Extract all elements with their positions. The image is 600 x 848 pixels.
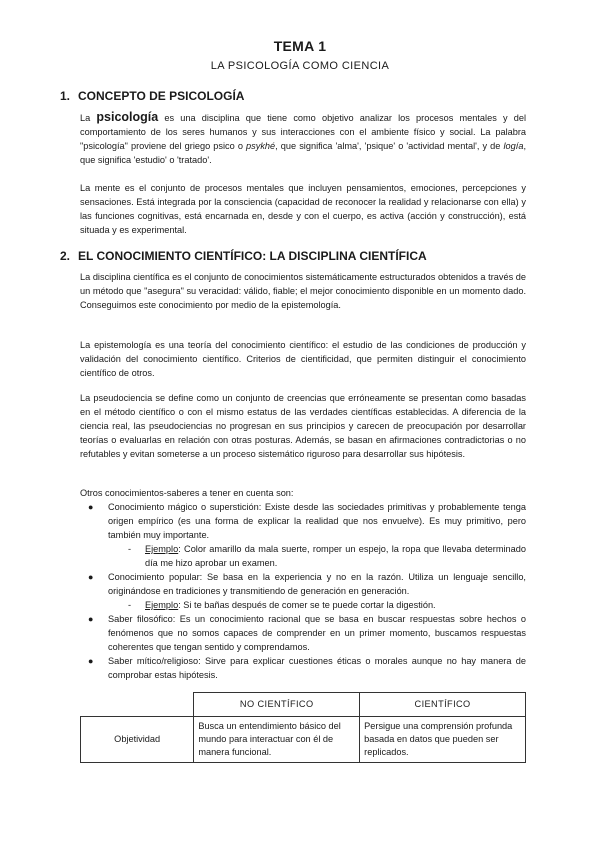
text-run: La [80, 113, 97, 123]
section-2-list-intro: Otros conocimientos-saberes a tener en cuenta son: [80, 488, 294, 498]
list-item-text: Conocimiento mágico o superstición: Existe desde las sociedades primitivas y probablemente tenga origen empírico (es una forma de explicar la realidad que nos envuelve). Es muy primitivo, pero también muy importante. [108, 502, 526, 540]
dash-icon: - [128, 600, 132, 610]
table-header-empty [81, 693, 194, 717]
example-label: Ejemplo [145, 544, 179, 554]
section-2-paragraph-3: La pseudociencia se define como un conjunto de creencias que erróneamente se presentan como basadas en el método científico o con el mismo estatus de las verdades científicas establecidas. A diferencia de la ciencia real, las pseudociencias no progresan en sus principios y carecen de preocupación por desarrollar teorías o evaluarlas en relación con otras posturas. Además, se basan en afirmaciones contradictorias o no refutables y evitan someterse a un proceso sistemático riguroso para desarrollar sus hipótesis. [80, 393, 526, 459]
section-2-number: 2. [60, 249, 71, 263]
text-run: , que significa 'estudio' o 'tratado'. [80, 141, 526, 165]
bullet-icon: ● [88, 572, 94, 582]
example-text: : Color amarillo da mala suerte, romper un espejo, la ropa que llevaba determinado día me hizo aprobar un examen. [145, 544, 526, 568]
list-item-text: Saber mítico/religioso: Sirve para explicar cuestiones éticas o morales aunque no hay manera de comprobar estas hipótesis. [108, 656, 526, 680]
table-cell-cientifico: Persigue una comprensión profunda basada en datos que pueden ser replicados. [360, 717, 526, 763]
comparison-table [80, 692, 526, 763]
list-item [80, 612, 526, 654]
table-header-row [81, 693, 526, 717]
table-header-no-cientifico: NO CIENTÍFICO [194, 693, 360, 717]
table-header-cientifico: CIENTÍFICO [360, 693, 526, 717]
table-row-label: Objetividad [81, 717, 194, 763]
section-1-number: 1. [60, 89, 71, 103]
example-item [80, 598, 526, 612]
section-2-paragraph-2: La epistemología es una teoría del conocimiento científico: el estudio de las condiciones de producción y validación del conocimiento científico. Criterios de cientificidad, que permiten distinguir el conocimiento científico de otros. [80, 340, 526, 378]
term-logia: logía [503, 141, 524, 151]
dash-icon: - [128, 544, 132, 554]
list-item [80, 500, 526, 542]
text-run: es una disciplina que tiene como objetivo analizar los procesos mentales y del comportamiento de los seres humanos y sus interacciones con el ambiente físico y social. La palabra "psicología" proviene del griego psico o [80, 113, 526, 151]
list-item-text: Saber filosófico: Es un conocimiento racional que se basa en buscar respuestas sobre hechos o fenómenos que no somos capaces de comprender en un primer momento, buscamos respuestas coherentes que tengan sentido y comprendamos. [108, 614, 526, 652]
list-item [80, 654, 526, 682]
list-item-text: Conocimiento popular: Se basa en la experiencia y no en la razón. Utiliza un lenguaje sencillo, originándose en tradiciones y transmitiendo de generación en generación. [108, 572, 526, 596]
bullet-icon: ● [88, 502, 94, 512]
section-1-paragraph-1 [80, 110, 526, 167]
term-psykhe: psykhé [246, 141, 276, 151]
term-psicologia: psicología [96, 110, 159, 124]
knowledge-types-list [80, 500, 526, 682]
section-2-title: EL CONOCIMIENTO CIENTÍFICO: LA DISCIPLINA CIENTÍFICA [78, 249, 427, 263]
list-item [80, 570, 526, 598]
bullet-icon: ● [88, 656, 94, 666]
section-2-heading [60, 249, 427, 263]
section-1-title: CONCEPTO DE PSICOLOGÍA [78, 89, 245, 103]
table-row [81, 717, 526, 763]
section-1-paragraph-2: La mente es el conjunto de procesos mentales que incluyen pensamientos, emociones, percepciones y sensaciones. Está integrada por la consciencia (capacidad de reconocer la realidad y relacionarse con ella) y las funciones cognitivas, está encarnada en, desde y con el cuerpo, es activa (acción y construcción), está situada y es experimental. [80, 183, 526, 235]
bullet-icon: ● [88, 614, 94, 624]
example-text: : Si te bañas después de comer se te puede cortar la digestión. [178, 600, 436, 610]
text-run: , que significa 'alma', 'psique' o 'actividad mental', y de [275, 141, 504, 151]
document-subtitle: LA PSICOLOGÍA COMO CIENCIA [210, 60, 390, 72]
table-cell-no-cientifico: Busca un entendimiento básico del mundo para interactuar con él de manera funcional. [194, 717, 360, 763]
document-title: TEMA 1 [273, 38, 327, 54]
section-1-heading [60, 89, 244, 103]
example-label: Ejemplo [145, 600, 179, 610]
example-item [80, 542, 526, 570]
section-2-paragraph-1: La disciplina científica es el conjunto de conocimientos sistemáticamente estructurados obtenidos a través de un método que "asegura" su veracidad: válido, fiable; el mejor conocimiento disponible en un momento dado. Conseguimos este conocimiento por medio de la epistemología. [80, 272, 526, 310]
